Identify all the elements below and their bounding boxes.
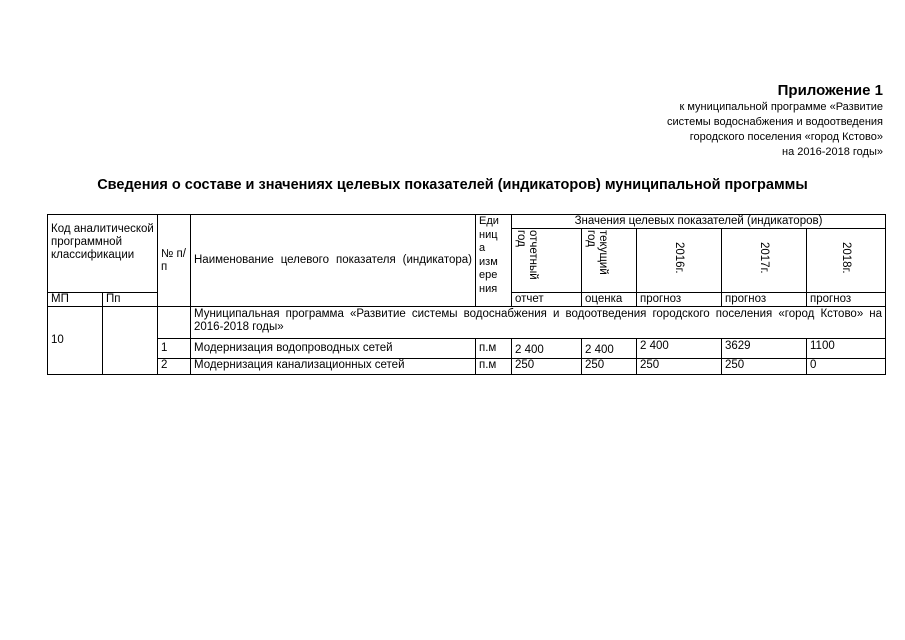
header-kind: прогноз (722, 293, 807, 307)
header-kind: отчет (512, 293, 582, 307)
row-value: 2 400 (512, 339, 582, 359)
appendix-block (523, 82, 883, 160)
row-value: 1100 (807, 339, 886, 359)
header-values-group: Значения целевых показателей (индикаторов) (512, 215, 886, 229)
document-heading: Сведения о составе и значениях целевых показателей (индикаторов) муниципальной программы (97, 177, 808, 193)
header-unit-part: Еди (479, 215, 499, 227)
row-value: 3629 (722, 339, 807, 359)
row-value: 2 400 (582, 339, 637, 359)
row-name: Модернизация канализационных сетей (191, 359, 476, 375)
row-unit: п.м (476, 339, 512, 359)
program-pp-cell (103, 307, 158, 375)
header-code: Код аналитической программной классификации (48, 215, 158, 293)
header-unit-part: ния (479, 282, 498, 295)
program-code: 10 (48, 307, 103, 375)
table-row (48, 359, 886, 375)
row-value: 2 400 (637, 339, 722, 359)
appendix-line: системы водоснабжения и водоотведения (667, 116, 883, 128)
header-period: 2016г. (637, 229, 722, 293)
table-row (48, 339, 886, 359)
row-name: Модернизация водопроводных сетей (191, 339, 476, 359)
row-value: 250 (722, 359, 807, 375)
appendix-line: к муниципальной программе «Развитие (679, 101, 883, 113)
indicators-table (47, 214, 886, 375)
header-unit-part: ере (479, 269, 498, 281)
header-period: текущий год (582, 229, 637, 293)
appendix-line: на 2016-2018 годы» (782, 146, 883, 158)
row-value: 0 (807, 359, 886, 375)
header-name: Наименование целевого показателя (индикатора) (191, 215, 476, 307)
header-kind: прогноз (637, 293, 722, 307)
row-num: 2 (158, 359, 191, 375)
header-pp: Пп (103, 293, 158, 307)
row-value: 250 (637, 359, 722, 375)
header-unit-part: ниц (479, 228, 498, 241)
appendix-line: городского поселения «город Кстово» (689, 131, 883, 143)
row-value: 250 (582, 359, 637, 375)
appendix-title: Приложение 1 (777, 82, 883, 99)
row-num: 1 (158, 339, 191, 359)
header-period: отчетный год (512, 229, 582, 293)
header-kind: прогноз (807, 293, 886, 307)
program-title: Муниципальная программа «Развитие системы водоснабжения и водоотведения городского поселения «город Кстово» на 2016-2018 годы» (191, 307, 886, 339)
header-period: 2018г. (807, 229, 886, 293)
program-num-cell (158, 307, 191, 339)
header-unit-part: а (479, 242, 486, 254)
row-unit: п.м (476, 359, 512, 375)
header-unit-part: изм (479, 255, 498, 268)
row-value: 250 (512, 359, 582, 375)
header-period: 2017г. (722, 229, 807, 293)
header-mp: МП (48, 293, 103, 307)
header-unit (476, 215, 512, 307)
header-num: № п/п (158, 215, 191, 307)
header-kind: оценка (582, 293, 637, 307)
